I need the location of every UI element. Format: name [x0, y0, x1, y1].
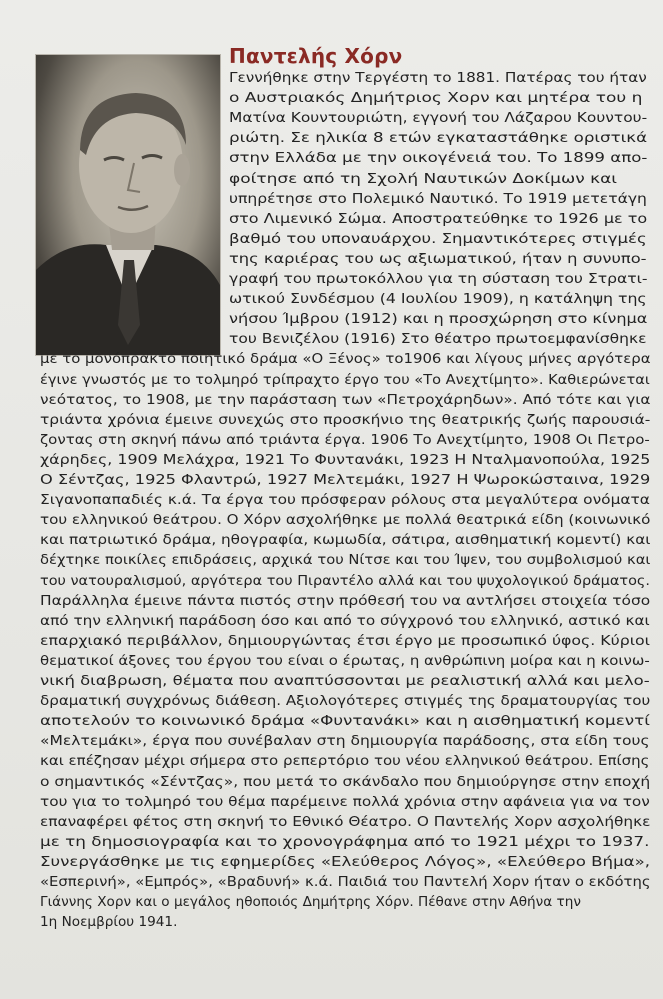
text-line: αποτελούν το κοινωνικό δράμα «Φυντανάκι» και η αισθηματική κομεντί	[40, 713, 650, 730]
text-line: από την ελληνική παράδοση όσο και από το σύγχρονό του ελληνικό, αστικό και	[40, 612, 650, 629]
text-line: Συνεργάσθηκε με τις εφημερίδες «Ελεύθερος Λόγος», «Ελεύθερο Βήμα»,	[40, 853, 651, 870]
text-line: 1η Νοεμβρίου 1941.	[40, 914, 178, 931]
text-line: Σιγανοπαπαδιές κ.ά. Τα έργα του πρόσφεραν ρόλους στα μεγαλύτερα ονόματα	[40, 492, 650, 509]
text-line: ριώτη. Σε ηλικία 8 ετών εγκαταστάθηκε οριστικά	[229, 130, 648, 147]
text-line: Παράλληλα έμεινε πάντα πιστός στην πρόθεσή του να αντλήσει στοιχεία τόσο	[40, 592, 651, 609]
text-line: ο σημαντικός «Σέντζας», που μετά το σκάνδαλο που δημιούργησε στην εποχή	[40, 773, 651, 790]
text-line: Ο Σέντζας, 1925 Φλαντρώ, 1927 Μελτεμάκι, 1927 Η Ψωροκώσταινα, 1929	[40, 472, 651, 488]
text-line: Ματίνα Κουντουριώτη, εγγονή του Λάζαρου Κουντου-	[229, 110, 648, 127]
text-line: δραματική συγχρόνως διάθεση. Αξιολογότερες στιγμές της δραματουργίας του	[40, 693, 651, 710]
text-line: δέχτηκε ποικίλες επιδράσεις, αρχικά του Νίτσε και του Ίψεν, του συμβολισμού και	[40, 552, 651, 569]
text-line: Γιάννης Χορν και ο μεγάλος ηθοποιός Δημήτρης Χόρν. Πέθανε στην Αθήνα την	[40, 894, 581, 911]
text-line: και πατριωτικό δράμα, ηθογραφία, κωμωδία, σάτιρα, αισθηματική κομεντί) και	[40, 532, 651, 549]
text-line: χάρηδες, 1909 Μελάχρα, 1921 Το Φυντανάκι, 1923 Η Νταλμανοπούλα, 1925	[40, 451, 651, 468]
text-line: γραφή του πρωτοκόλλου για τη σύσταση του Στρατι-	[229, 271, 648, 287]
text-line: νική διαβρωση, θέματα που αναπτύσσονται με ρεαλιστική αλλά και μελο-	[40, 673, 650, 689]
text-line: με τη δημοσιογραφία και το χρονογράφημα από το 1921 μέχρι το 1937.	[40, 833, 650, 850]
text-line: ωτικού Συνδέσμου (4 Ιουλίου 1909), η κατάληψη της	[229, 291, 647, 308]
text-line: της καριέρας του ως αξιωματικού, ήταν η συνυπο-	[229, 250, 647, 267]
text-line: φοίτησε από τη Σχολή Ναυτικών Δοκίμων και	[229, 170, 618, 187]
text-line: νήσου Ίμβρου (1912) και η προσχώρηση στο κίνημα	[229, 311, 648, 328]
portrait-photo	[35, 54, 221, 356]
text-line: έγινε γνωστός με το τολμηρό τρίπραχτο έργο του «Το Ανεχτίμητο». Καθιερώνεται	[40, 371, 650, 388]
text-line: του νατουραλισμού, αργότερα του Πιραντέλο αλλά και του ψυχολογικού δράματος.	[40, 572, 650, 589]
text-line: θεματικοί άξονες του έργου του είναι ο έρωτας, η ανθρώπινη μοίρα και η κοινω-	[40, 652, 650, 669]
text-line: του Βενιζέλου (1916) Στο θέατρο πρωτοεμφανίσθηκε	[229, 331, 647, 348]
text-line: νεότατος, το 1908, με την παράσταση των «Πετροχάρηδων». Από τότε και για	[40, 391, 651, 408]
text-line: με το μονόπρακτο ποιητικό δράμα «Ο Ξένος» το1906 και λίγους μήνες αργότερα	[40, 351, 651, 368]
text-line: στο Λιμενικό Σώμα. Αποστρατεύθηκε το 1926 με το	[229, 210, 648, 227]
text-line: του για το τολμηρό του θέμα παρέμεινε πολλά χρόνια στην αφάνεια για να τον	[40, 793, 650, 810]
text-line: ζοντας στη σκηνή πάνω από τριάντα έργα. 1906 Το Ανεχτίμητο, 1908 Οι Πετρο-	[40, 431, 650, 448]
text-line: του ελληνικού θεάτρου. Ο Χόρν ασχολήθηκε με πολλά θεατρικά είδη (κοινωνικό	[40, 512, 651, 529]
page-title: Παντελής Χόρν	[229, 44, 403, 68]
text-line: και επέζησαν μέχρι σήμερα στο ρεπερτόριο του νέου ελληνικού θεάτρου. Επίσης	[40, 753, 650, 770]
text-line: Γεννήθηκε στην Τεργέστη το 1881. Πατέρας του ήταν	[229, 70, 647, 86]
text-line: «Μελτεμάκι», έργα που συνέβαλαν στη δημιουργία παράδοσης, στα είδη τους	[40, 733, 650, 750]
text-line: υπηρέτησε στο Πολεμικό Ναυτικό. Το 1919 μετετάγη	[229, 190, 647, 207]
text-line: ο Αυστριακός Δημήτριος Χορν και μητέρα του η	[229, 90, 643, 107]
text-line: «Εσπερινή», «Εμπρός», «Βραδυνή» κ.ά. Παιδιά του Παντελή Χορν ήταν ο εκδότης	[40, 874, 651, 890]
text-line: βαθμό του υποναυάρχου. Σημαντικότερες στιγμές	[229, 230, 647, 247]
text-line: τριάντα χρόνια έμεινε συνεχώς στο προσκήνιο της θεατρικής ζωής παρουσιά-	[40, 411, 651, 428]
text-line: επαναφέρει φέτος στη σκηνή το Εθνικό Θέατρο. Ο Παντελής Χορν ασχολήθηκε	[40, 813, 651, 830]
portrait-illustration	[36, 55, 220, 355]
text-line: επαρχιακό περιβάλλον, δημιουργώντας έτσι έργο με προσωπικό ύφος. Κύριοι	[40, 632, 650, 649]
text-line: στην Ελλάδα με την οικογένειά του. Το 1899 απο-	[229, 150, 648, 167]
